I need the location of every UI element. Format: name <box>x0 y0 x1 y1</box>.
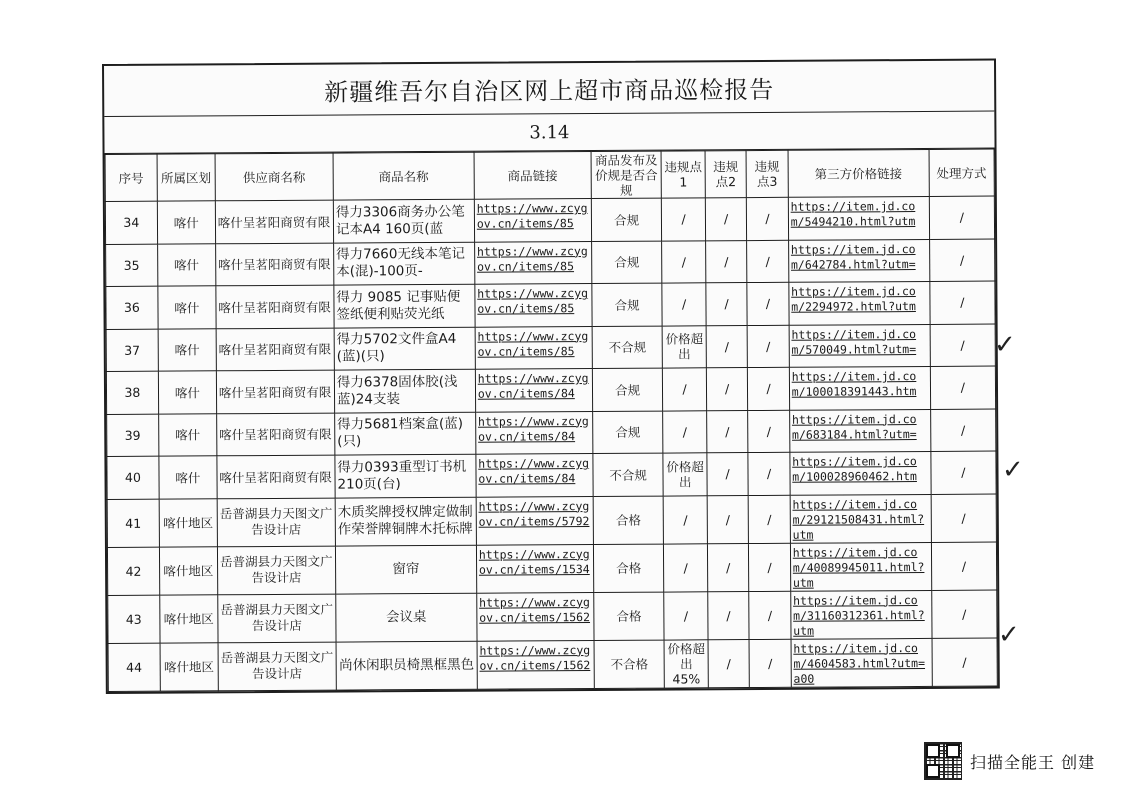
table-row <box>107 494 996 547</box>
row-handling: / <box>931 494 997 542</box>
row-third-party-link[interactable]: https://item.jd.com/683184.html?utm= <box>789 409 930 452</box>
row-product-link[interactable]: https://www.zcygov.cn/items/84 <box>475 411 592 454</box>
row-third-party-link[interactable]: https://item.jd.com/2294972.html?utm <box>789 281 930 324</box>
row-supplier: 岳普湖县力天图文广告设计店 <box>218 642 336 691</box>
qr-code-icon <box>924 742 962 780</box>
row-seq: 42 <box>107 547 159 595</box>
header-third-party-link: 第三方价格链接 <box>788 149 929 197</box>
row-violation-3: / <box>749 591 791 639</box>
row-supplier: 岳普湖县力天图文广告设计店 <box>217 546 335 595</box>
inspection-table <box>105 149 998 692</box>
row-status: 不合格 <box>594 640 665 688</box>
row-seq: 43 <box>108 595 160 643</box>
row-third-party-link[interactable]: https://item.jd.com/31160312361.html?utm <box>790 590 931 639</box>
row-product: 会议桌 <box>336 593 477 642</box>
row-third-party-link[interactable]: https://item.jd.com/100028960462.htm <box>790 451 931 494</box>
row-status: 合规 <box>592 283 663 326</box>
row-product-link[interactable]: https://www.zcygov.cn/items/5792 <box>476 496 593 545</box>
header-link: 商品链接 <box>474 152 591 200</box>
row-product-link[interactable]: https://www.zcygov.cn/items/1534 <box>476 544 593 593</box>
row-third-party-link[interactable]: https://item.jd.com/100018391443.htm <box>789 366 930 409</box>
row-product: 得力5702文件盒A4(蓝)(只) <box>334 327 475 370</box>
row-product: 得力7660无线本笔记本(混)-100页- <box>334 242 475 285</box>
row-supplier: 岳普湖县力天图文广告设计店 <box>217 498 335 547</box>
row-status: 不合规 <box>592 326 663 369</box>
row-violation-3: / <box>747 197 789 240</box>
row-violation-2: / <box>708 591 750 639</box>
row-supplier: 喀什呈茗阳商贸有限 <box>216 328 334 371</box>
row-status: 不合规 <box>593 453 664 496</box>
row-product: 得力5681档案盒(蓝)(只) <box>335 412 476 455</box>
row-third-party-link[interactable]: https://item.jd.com/642784.html?utm= <box>788 239 929 282</box>
row-region: 喀什地区 <box>160 642 218 690</box>
table-row <box>107 542 996 595</box>
row-violation-3: / <box>747 282 789 325</box>
header-violation-2: 违规点2 <box>705 151 747 198</box>
row-violation-1: 价格超出45% <box>664 639 708 687</box>
table-row <box>106 324 995 372</box>
row-product: 得力6378固体胶(浅蓝)24支装 <box>334 369 475 412</box>
row-violation-3: / <box>747 325 789 368</box>
row-product: 窗帘 <box>335 545 476 594</box>
row-handling: / <box>932 638 998 686</box>
row-violation-1: / <box>663 410 707 453</box>
row-seq: 38 <box>106 371 158 414</box>
row-seq: 44 <box>108 643 160 691</box>
row-region: 喀什 <box>158 286 216 329</box>
row-status: 合格 <box>593 544 664 592</box>
row-seq: 35 <box>106 244 158 287</box>
row-handling: / <box>931 590 997 638</box>
row-violation-2: / <box>705 240 747 283</box>
row-violation-3: / <box>748 495 790 543</box>
report-title: 新疆维吾尔自治区网上超市商品巡检报告 <box>104 61 994 117</box>
table-row <box>106 239 995 287</box>
row-handling: / <box>930 366 996 409</box>
report-date: 3.14 <box>104 112 994 154</box>
row-product: 得力3306商务办公笔记本A4 160页(蓝 <box>333 199 474 242</box>
row-violation-2: / <box>706 325 748 368</box>
row-product: 尚休闲职员椅黑框黑色 <box>336 641 477 690</box>
row-third-party-link[interactable]: https://item.jd.com/4604583.html?utm=a00 <box>791 638 932 687</box>
row-handling: / <box>930 324 996 367</box>
table-row <box>107 409 996 457</box>
row-seq: 34 <box>105 201 157 244</box>
row-violation-3: / <box>748 367 790 410</box>
row-violation-1: / <box>662 240 706 283</box>
row-product: 得力0393重型订书机210页(台) <box>335 454 476 497</box>
row-product: 得力 9085 记事贴便签纸便利贴荧光纸 <box>334 284 475 327</box>
row-violation-3: / <box>749 543 791 591</box>
header-region: 所属区划 <box>157 154 215 201</box>
header-violation-1: 违规点1 <box>661 151 705 198</box>
row-third-party-link[interactable]: https://item.jd.com/29121508431.html?utm <box>790 494 931 543</box>
scanner-watermark <box>924 742 1095 780</box>
check-mark: ✓ <box>994 330 1016 360</box>
row-seq: 36 <box>106 286 158 329</box>
row-supplier: 喀什呈茗阳商贸有限 <box>216 370 334 413</box>
row-violation-2: / <box>707 543 749 591</box>
row-product-link[interactable]: https://www.zcygov.cn/items/84 <box>476 454 593 497</box>
row-handling: / <box>930 409 996 452</box>
watermark-text: 扫描全能王 创建 <box>970 752 1096 772</box>
row-supplier: 喀什呈茗阳商贸有限 <box>217 455 335 498</box>
header-compliant: 商品发布及价规是否合规 <box>591 151 662 198</box>
row-product-link[interactable]: https://www.zcygov.cn/items/1562 <box>477 592 594 641</box>
row-region: 喀什地区 <box>159 546 217 594</box>
row-violation-3: / <box>748 410 790 453</box>
row-third-party-link[interactable]: https://item.jd.com/5494210.html?utm <box>788 196 929 239</box>
row-region: 喀什地区 <box>160 594 218 642</box>
table-row <box>107 451 996 499</box>
row-violation-1: 价格超出 <box>662 325 706 368</box>
table-row <box>105 196 994 244</box>
row-violation-2: / <box>706 368 748 411</box>
row-product-link[interactable]: https://www.zcygov.cn/items/85 <box>475 326 592 369</box>
check-mark: ✓ <box>998 620 1020 650</box>
check-mark: ✓ <box>1002 455 1024 485</box>
header-product: 商品名称 <box>333 152 474 200</box>
row-supplier: 喀什呈茗阳商贸有限 <box>216 413 334 456</box>
row-region: 喀什 <box>158 328 216 371</box>
row-product-link[interactable]: https://www.zcygov.cn/items/84 <box>475 369 592 412</box>
header-seq: 序号 <box>105 154 157 201</box>
row-product-link[interactable]: https://www.zcygov.cn/items/85 <box>474 241 591 284</box>
row-status: 合规 <box>592 368 663 411</box>
row-region: 喀什地区 <box>159 498 217 546</box>
row-seq: 40 <box>107 456 159 499</box>
row-violation-1: / <box>662 283 706 326</box>
row-violation-1: / <box>664 543 708 591</box>
row-status: 合规 <box>593 411 664 454</box>
row-status: 合格 <box>593 496 664 544</box>
table-row <box>108 590 997 643</box>
row-third-party-link[interactable]: https://item.jd.com/40089945011.html?utm <box>790 542 931 591</box>
row-violation-2: / <box>707 453 749 496</box>
row-region: 喀什 <box>157 201 215 244</box>
row-supplier: 喀什呈茗阳商贸有限 <box>215 243 333 286</box>
row-handling: / <box>931 451 997 494</box>
row-third-party-link[interactable]: https://item.jd.com/570049.html?utm= <box>789 324 930 367</box>
table-row <box>108 638 997 691</box>
row-supplier: 喀什呈茗阳商贸有限 <box>215 200 333 243</box>
row-product-link[interactable]: https://www.zcygov.cn/items/85 <box>475 284 592 327</box>
header-violation-3: 违规点3 <box>746 150 788 197</box>
row-violation-3: / <box>747 240 789 283</box>
row-violation-2: / <box>708 639 750 687</box>
row-violation-1: / <box>662 198 706 241</box>
row-supplier: 岳普湖县力天图文广告设计店 <box>218 594 336 643</box>
inspection-report-sheet <box>102 59 1000 694</box>
row-region: 喀什 <box>157 243 215 286</box>
row-supplier: 喀什呈茗阳商贸有限 <box>216 285 334 328</box>
row-seq: 41 <box>107 499 159 547</box>
row-handling: / <box>929 196 995 239</box>
row-violation-2: / <box>707 495 749 543</box>
row-seq: 39 <box>107 414 159 457</box>
row-status: 合格 <box>594 592 665 640</box>
row-violation-2: / <box>707 410 749 453</box>
row-violation-2: / <box>706 283 748 326</box>
row-status: 合规 <box>591 241 662 284</box>
row-violation-2: / <box>705 198 747 241</box>
row-region: 喀什 <box>158 413 216 456</box>
row-violation-1: 价格超出 <box>663 453 707 496</box>
table-header-row <box>105 149 994 201</box>
table-row <box>106 281 995 329</box>
row-handling: / <box>929 239 995 282</box>
row-product: 木质奖牌授权牌定做制作荣誉牌铜牌木托标牌 <box>335 497 476 546</box>
row-seq: 37 <box>106 329 158 372</box>
header-supplier: 供应商名称 <box>215 153 333 201</box>
row-status: 合规 <box>591 198 662 241</box>
row-handling: / <box>931 542 997 590</box>
header-handling: 处理方式 <box>929 149 995 196</box>
row-violation-3: / <box>748 452 790 495</box>
row-violation-1: / <box>664 495 708 543</box>
row-product-link[interactable]: https://www.zcygov.cn/items/85 <box>474 199 591 242</box>
row-region: 喀什 <box>159 456 217 499</box>
row-handling: / <box>930 281 996 324</box>
row-violation-1: / <box>664 591 708 639</box>
row-product-link[interactable]: https://www.zcygov.cn/items/1562 <box>477 640 594 689</box>
row-region: 喀什 <box>158 371 216 414</box>
table-row <box>106 366 995 414</box>
row-violation-3: / <box>749 639 791 687</box>
row-violation-1: / <box>663 368 707 411</box>
